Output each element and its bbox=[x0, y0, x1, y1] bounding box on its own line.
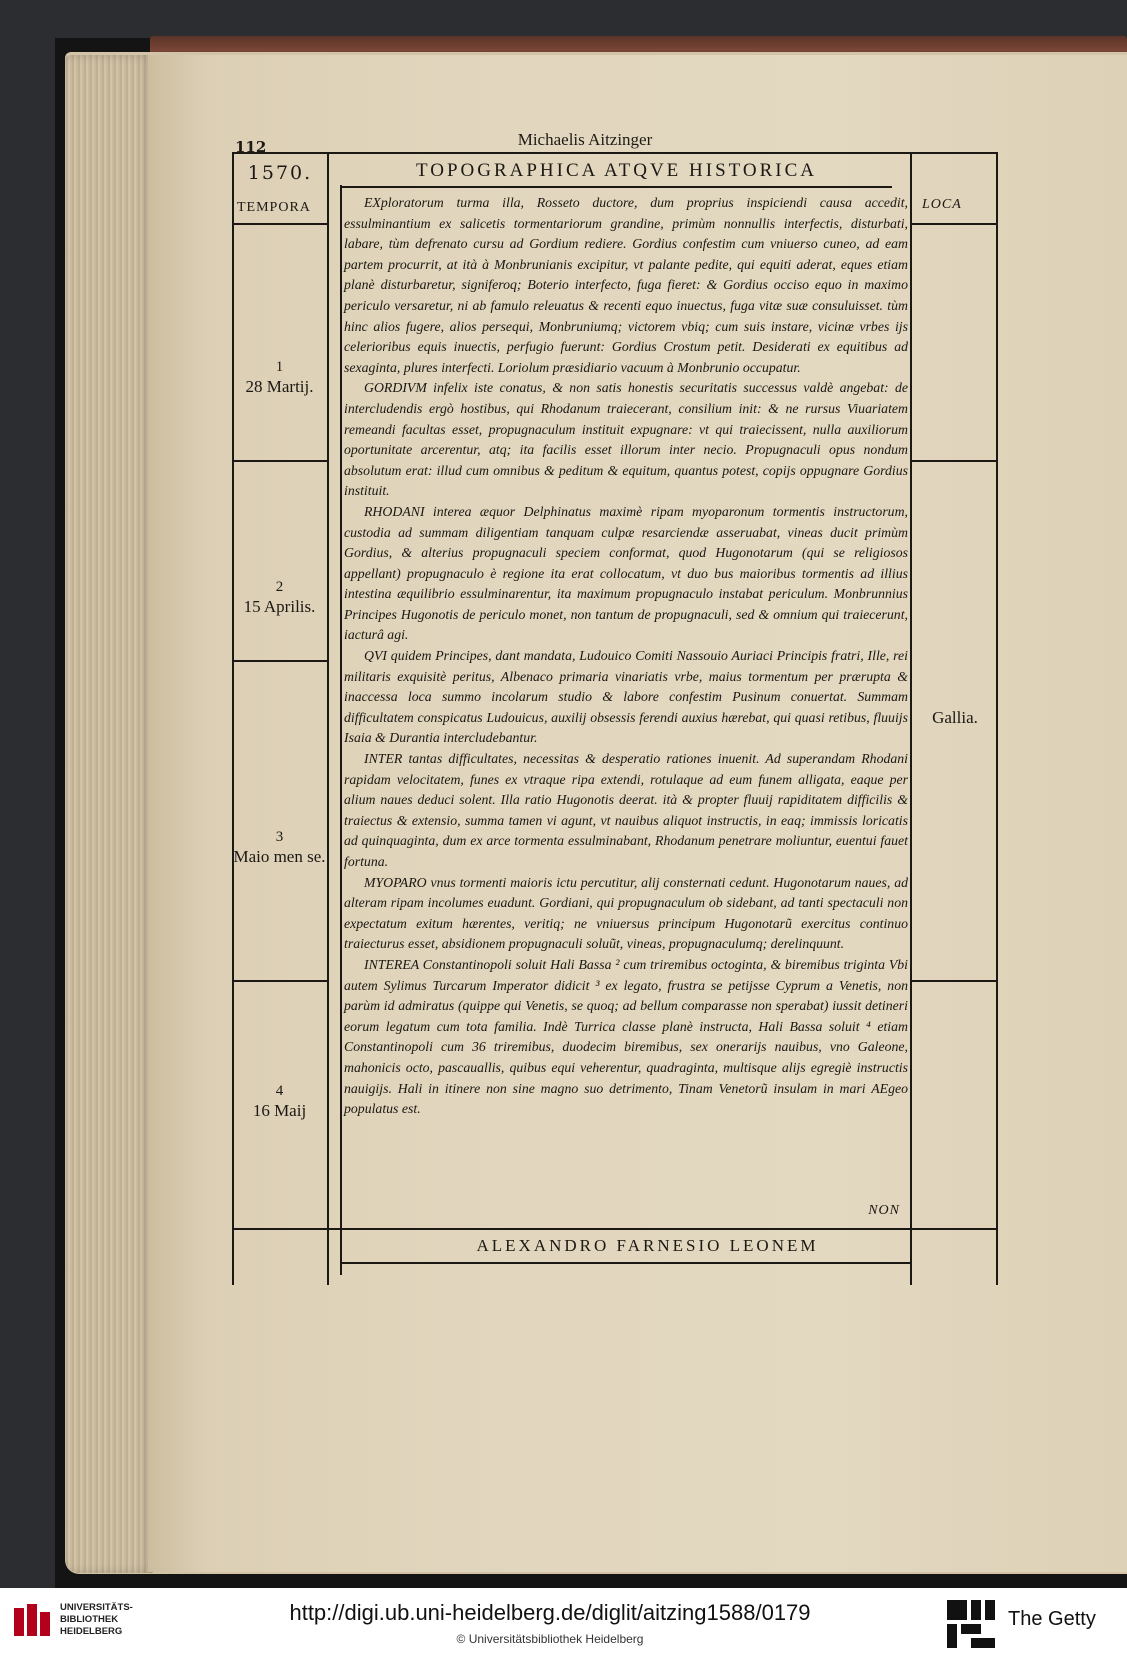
year-heading: 1570. bbox=[247, 162, 313, 184]
date-marker bbox=[232, 1082, 327, 1120]
copyright-notice: © Universitätsbibliothek Heidelberg bbox=[456, 1632, 644, 1646]
viewer-footer bbox=[0, 1588, 1127, 1656]
date-marker bbox=[232, 358, 327, 396]
partner-name: The Getty bbox=[1008, 1608, 1096, 1630]
university-logo-icon bbox=[12, 1602, 52, 1642]
rule-date-1 bbox=[232, 460, 327, 462]
date-label: 15 Aprilis. bbox=[243, 597, 316, 616]
date-number: 2 bbox=[275, 579, 284, 595]
library-name: UNIVERSITÄTS- BIBLIOTHEK HEIDELBERG bbox=[60, 1602, 133, 1637]
main-text bbox=[344, 193, 908, 1120]
date-label: 28 Martij. bbox=[245, 377, 314, 396]
date-marker bbox=[232, 578, 327, 616]
rule-loca-1 bbox=[910, 460, 996, 462]
paragraph: INTER tantas difficultates, necessitas & desperatio rationes inuenit. Ad superandam Rhodani rapidam velocitatem, funes ex vtraque ripa extendi, rotulaque ad eum funem alligata, eaque per alium naues deduci solent. Illa ratio Hugonotis deerat. ità & propter fluuij rapiditatem difficilis & traiectus & extensio, summa tamen vi agunt, vt nauibus aliquot instructis, in eaq; immissis loricatis ad quinquaginta, dum ex arce tormenta essulminabant, Rhodanum penetrare moliuntur, euentui fauet fortuna. bbox=[344, 751, 908, 869]
paragraph: GORDIVM infelix iste conatus, & non satis honestis securitatis successus valdè angebat: de intercludendis ergò hostibus, qui Rhodanum traiecerant, consilium init: & ne rursus Viuariatem remeandi facultas esset, propugnaculum instituit expugnare: vt qui traiecissent, nulla auxiliorum oportunitate arcerentur, atq; ita facilis esset illorum inter necio. Propugnaculi opus nondum absolutum erat: illud cum omnibus & peditum & equitum, quantus potest, copijs oppugnare Gordius instituit. bbox=[344, 380, 908, 499]
paragraph: INTEREA Constantinopoli soluit Hali Bassa ² cum triremibus octoginta, & biremibus triginta Vbi autem Sylimus Turcarum Imperator didicit ³ ex legato, frustra se petijsse Cyprum a Venetis, non parùm id admiratus (quippe qui Venetis, se quoq; ad bellum comparasse non sperabat) iussit detineri eorum legatum cum tota familia. Indè Turrica classe planè instructa, Hali Bassa soluit ⁴ etiam Constantinopoli cum 36 triremibus, duodecim biremibus, sex onerarijs nauibus, vno Galeone, mahonicis octo, pascauallis, quibus equi veherentur, quadraginta, multisque alijs egregiè instructis nauigijs. Hali in itinere non sine magno suo detrimento, Tinam Venetorũ insulam in mari AEgeo populatus est. bbox=[344, 956, 908, 1117]
date-number: 4 bbox=[275, 1083, 284, 1099]
running-title: Michaelis Aitzinger bbox=[517, 130, 653, 149]
bottom-title: ALEXANDRO FARNESIO LEONEM bbox=[476, 1236, 819, 1255]
catchword: NON bbox=[868, 1203, 900, 1218]
getty-logo-icon bbox=[947, 1600, 995, 1648]
rule-loca-2 bbox=[910, 980, 996, 982]
paragraph: QVI quidem Principes, dant mandata, Ludouico Comiti Nassouio Auriaci Principis fratri, Ille, rei militaris exquisitè peritus, Albenaco primaria vinariatis vrbe, maius tormentum per prærupta & inaccessa loca summo incolarum studio & labore confestim Pusinum conuertat. Summam difficultatem conspicatus Ludouicus, auxilij obsessis ferendi auxius hærebat, qui quasi retibus, fluuijs Isaia & Durantia intercludebantur. bbox=[344, 648, 908, 746]
permalink-url[interactable]: http://digi.ub.uni-heidelberg.de/diglit/aitzing1588/0179 bbox=[289, 1600, 811, 1625]
rule-under-loca bbox=[910, 223, 996, 225]
page-number: 112 bbox=[235, 138, 267, 156]
paragraph: EXploratorum turma illa, Rosseto ductore, dum proprius inspiciendi causa accedit, essulminantium ex salicetis tormentariorum grandine, primùm nonnullis interfectis, disturbati, labare, tùm defrenato cursu ad Gordium rediere. Gordius confestim cum vniuerso cuneo, ad eam partem procurrit, at ità à Monbrunianis excipitur, vt palante pedite, qui equiti aderat, eques etiam planè disturbaretur, signiferoq; Boterio interfecto, fuga fieret: & Gordius occiso equo in maximo periculo versaretur, ni ab famulo releuatus & recenti equo inuectus, fuga vitæ suæ consuluisset. tùm hinc alios fugere, alios persequi, Monbruniumq; victorem vbiq; cum suis instare, vicinæ vrbes ijs celerioribus equis inuectis, perfugio fuerunt: Gordius Crostum petit. Desiderati ex equitibus ad sexaginta, plures interfecti. Loriolum præsidiario vacuum à Monbrunio occupatur. bbox=[344, 195, 908, 375]
rule-tempora-right bbox=[327, 152, 329, 1285]
date-number: 1 bbox=[275, 359, 284, 375]
rule-under-title bbox=[340, 186, 892, 188]
loca-heading: LOCA bbox=[922, 197, 962, 212]
date-label: Maio men se. bbox=[233, 847, 326, 866]
paragraph: RHODANI interea æquor Delphinatus maximè ripam myoparonum tormentis instructorum, custodia ad summam diligentiam tanquam culpæ resarciendæ asseruabat, vineas ducit primùm Gordius, & alterius propugnaculi speciem conformat, quod Hugonotarum (qui se religiosos appellant) propugnaculo è regione ita erat collocatum, vt duo bus maioribus tormentis ad illius intestina æquilibrio essulminarentur, ita maximum propugnaculo instabat periculum. Monbrunnius Principes Hugonotis de periculo monet, non tantum de propugnaculi, sed & omnium qui traiecerunt, iacturâ agi. bbox=[344, 503, 908, 643]
page-fore-edge bbox=[65, 55, 153, 1573]
rule-bottom-inner bbox=[340, 1262, 910, 1264]
date-number: 3 bbox=[275, 829, 284, 845]
date-marker bbox=[232, 828, 327, 866]
date-label: 16 Maij bbox=[252, 1101, 307, 1120]
section-title: TOPOGRAPHICA ATQVE HISTORICA bbox=[415, 160, 818, 181]
paragraph: MYOPARO vnus tormenti maioris ictu percutitur, alij consternati cedunt. Hugonotarum naues, ad alteram ripam incolumes euadunt. Gordiani, qui propugnaculum ob sidebant, ad tanti spectaculi non expectatum exitum hærentes, veritiq; ne vniuersus principum Hugonotarũ exercitus continuo traiecturus esset, absidionem propugnaculi soluũt, vineas, propugnaculumq; derelinquunt. bbox=[344, 874, 908, 952]
rule-date-2 bbox=[232, 660, 327, 662]
loca-entry: Gallia. bbox=[932, 708, 978, 727]
rule-bottom bbox=[232, 1228, 996, 1230]
rule-under-tempora bbox=[232, 223, 327, 225]
rule-date-3 bbox=[232, 980, 327, 982]
tempora-heading: TEMPORA bbox=[237, 200, 311, 215]
rule-text-left bbox=[340, 185, 342, 1275]
